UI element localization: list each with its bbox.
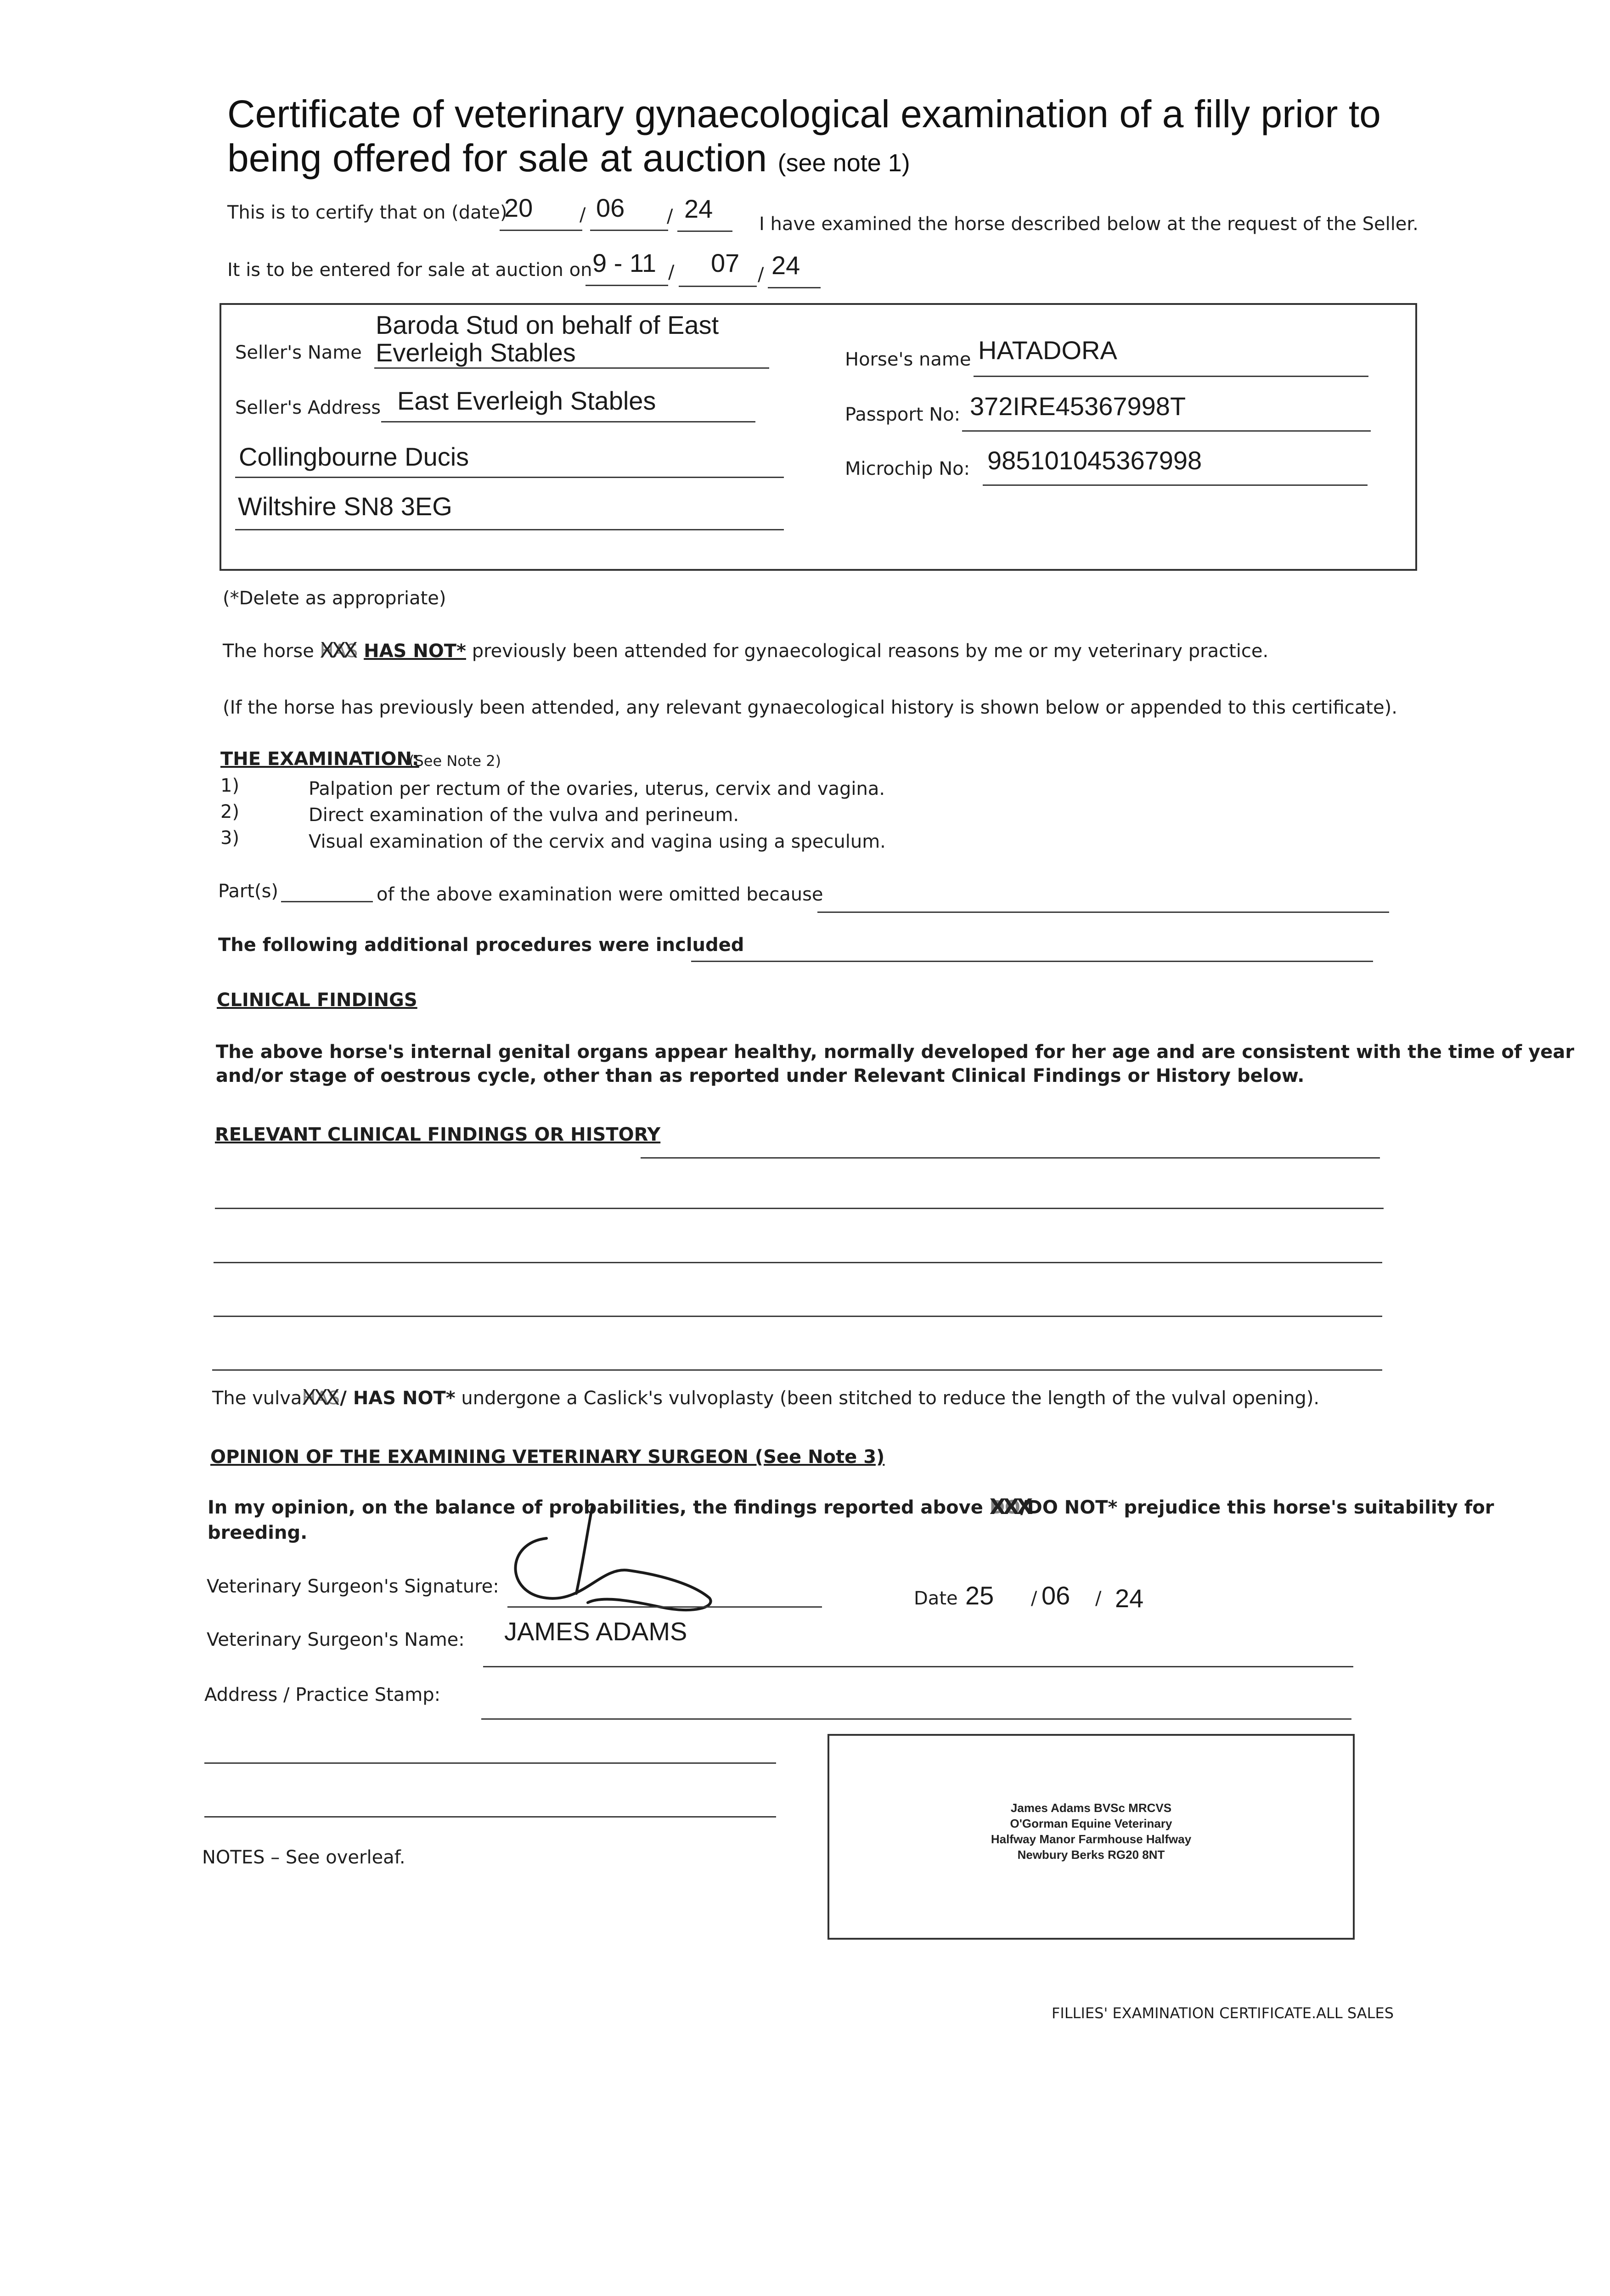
seller-address-line1[interactable]: East Everleigh Stables	[397, 386, 656, 415]
vet-date-label: Date	[914, 1588, 958, 1609]
signature-label: Veterinary Surgeon's Signature:	[207, 1576, 499, 1597]
certify-month-line	[590, 230, 668, 231]
address-line-3[interactable]	[204, 1816, 776, 1818]
certify-slash-1: /	[580, 204, 586, 225]
microchip-number[interactable]: 985101045367998	[987, 446, 1202, 475]
auction-month[interactable]: 07	[711, 248, 740, 277]
opinion-selected-option[interactable]: /DO NOT* prejudice this horse's suitability for	[1020, 1497, 1494, 1518]
exam-item-text-3: Visual examination of the cervix and vagina using a speculum.	[309, 831, 886, 852]
opinion-line-2: breeding.	[208, 1522, 308, 1543]
opinion-heading: OPINION OF THE EXAMINING VETERINARY SURGEON (See Note 3)	[210, 1446, 885, 1468]
seller-name-line	[374, 367, 769, 369]
relevant-findings-heading: RELEVANT CLINICAL FINDINGS OR HISTORY	[215, 1124, 661, 1145]
exam-item-num-2: 2)	[220, 801, 240, 822]
vet-name[interactable]: JAMES ADAMS	[504, 1617, 687, 1646]
vulva-struck-option[interactable]: HAS XXX	[302, 1388, 340, 1409]
vulva-prefix: The vulva	[212, 1388, 302, 1409]
auction-slash-1: /	[668, 262, 675, 283]
seller-address-line1-rule	[381, 421, 755, 422]
auction-slash-2: /	[758, 264, 764, 285]
signature-mark	[478, 1488, 735, 1626]
certify-day[interactable]: 20	[504, 193, 533, 222]
auction-prefix: It is to be entered for sale at auction on	[227, 259, 592, 281]
microchip-label: Microchip No:	[845, 458, 970, 479]
clinical-findings-text-2: and/or stage of oestrous cycle, other than as reported under Relevant Clinical Findings or History below.	[216, 1065, 1305, 1086]
relevant-findings-line-1[interactable]	[641, 1157, 1380, 1159]
additional-procedures-label: The following additional procedures were included	[218, 934, 744, 956]
vet-date-day[interactable]: 25	[965, 1581, 994, 1610]
vet-name-rule	[483, 1666, 1353, 1667]
vet-date-month[interactable]: 06	[1041, 1581, 1070, 1610]
signature-rule	[507, 1606, 822, 1608]
relevant-findings-line-2[interactable]	[215, 1208, 1384, 1209]
practice-stamp-text: James Adams BVSc MRCVS O'Gorman Equine Veterinary Halfway Manor Farmhouse Halfway Newbury Berks RG20 8NT	[991, 1801, 1192, 1862]
title-text: Certificate of veterinary gynaecological examination of a filly prior to being offered for sale at auction	[227, 92, 1381, 180]
auction-month-line	[679, 286, 757, 287]
certify-year[interactable]: 24	[684, 194, 713, 223]
certify-year-line	[677, 231, 732, 232]
horse-name-label: Horse's name	[845, 349, 971, 370]
seller-address-line3-rule	[235, 529, 784, 530]
additional-procedures-field[interactable]	[691, 961, 1373, 962]
opinion-line-1: In my opinion, on the balance of probabilities, the findings reported above DO XXX/DO NOT* prejudice this horse's suitability for	[208, 1497, 1494, 1518]
certificate-title	[227, 92, 1467, 185]
seller-name-label: Seller's Name	[235, 342, 362, 363]
auction-day-line	[585, 285, 668, 286]
vulva-suffix: undergone a Caslick's vulvoplasty (been stitched to reduce the length of the vulval opening).	[461, 1388, 1320, 1409]
auction-year-line	[768, 287, 821, 288]
seller-address-line3[interactable]: Wiltshire SN8 3EG	[238, 492, 452, 521]
passport-number[interactable]: 372IRE45367998T	[970, 392, 1186, 421]
examination-heading-note: (See Note 2)	[409, 752, 501, 770]
vet-date-slash-2: /	[1095, 1588, 1102, 1609]
exam-item-num-1: 1)	[220, 775, 240, 796]
passport-label: Passport No:	[845, 404, 961, 425]
examination-heading: THE EXAMINATION:	[220, 748, 419, 770]
clinical-findings-heading: CLINICAL FINDINGS	[217, 990, 417, 1011]
opinion-struck-option[interactable]: DO XXX	[990, 1497, 1020, 1518]
attended-prefix: The horse	[223, 641, 314, 662]
certify-slash-2: /	[667, 206, 673, 227]
auction-year[interactable]: 24	[771, 251, 800, 280]
omitted-middle: of the above examination were omitted because	[377, 884, 823, 905]
omitted-reason-field[interactable]	[817, 912, 1389, 913]
passport-rule	[962, 430, 1371, 432]
attended-selected-option[interactable]: HAS NOT*	[364, 641, 466, 662]
address-line-2[interactable]	[204, 1762, 776, 1764]
relevant-findings-line-3[interactable]	[214, 1262, 1382, 1263]
certify-suffix: I have examined the horse described below at the request of the Seller.	[759, 214, 1419, 235]
exam-item-text-1: Palpation per rectum of the ovaries, uterus, cervix and vagina.	[309, 778, 885, 799]
exam-item-text-2: Direct examination of the vulva and perineum.	[309, 805, 739, 826]
clinical-findings-text-1: The above horse's internal genital organs appear healthy, normally developed for her age and are consistent with the time of year	[216, 1041, 1575, 1063]
attended-struck-option[interactable]: HAS XXX	[320, 641, 358, 662]
microchip-rule	[983, 484, 1368, 486]
certify-prefix: This is to certify that on (date)	[227, 202, 507, 223]
horse-name-rule	[974, 376, 1368, 377]
vet-date-slash-1: /	[1031, 1588, 1037, 1609]
seller-address-line2-rule	[235, 477, 784, 478]
omitted-prefix: Part(s)	[218, 881, 279, 902]
footer-label: FILLIES' EXAMINATION CERTIFICATE.ALL SALES	[1052, 2004, 1394, 2022]
address-stamp-label: Address / Practice Stamp:	[204, 1684, 441, 1705]
practice-stamp-box	[828, 1734, 1355, 1940]
relevant-findings-line-5[interactable]	[212, 1369, 1382, 1371]
title-note: (see note 1)	[777, 149, 910, 177]
horse-name[interactable]: HATADORA	[978, 336, 1117, 365]
vulva-line	[212, 1388, 1319, 1409]
seller-address-label: Seller's Address	[235, 397, 381, 418]
seller-name-line1[interactable]: Baroda Stud on behalf of East	[376, 310, 719, 339]
attended-suffix: previously been attended for gynaecological reasons by me or my veterinary practice.	[472, 641, 1269, 662]
delete-note: (*Delete as appropriate)	[223, 588, 446, 609]
relevant-findings-line-4[interactable]	[214, 1316, 1382, 1317]
omitted-parts-field[interactable]	[281, 901, 373, 902]
attended-line	[223, 641, 1268, 662]
vet-date-year[interactable]: 24	[1115, 1584, 1144, 1613]
auction-day[interactable]: 9 - 11	[592, 248, 657, 277]
address-line-1[interactable]	[481, 1718, 1351, 1720]
seller-address-line2[interactable]: Collingbourne Ducis	[239, 442, 469, 471]
notes-label: NOTES – See overleaf.	[202, 1847, 405, 1868]
certify-month[interactable]: 06	[596, 193, 625, 222]
vulva-selected-option[interactable]: / HAS NOT*	[340, 1388, 456, 1409]
seller-name-line2[interactable]: Everleigh Stables	[376, 338, 576, 367]
vet-name-label: Veterinary Surgeon's Name:	[207, 1629, 465, 1650]
certify-day-line	[500, 230, 582, 231]
previous-attendance-note: (If the horse has previously been attended, any relevant gynaecological history is shown below or appended to this certificate).	[223, 697, 1397, 718]
exam-item-num-3: 3)	[220, 827, 240, 849]
